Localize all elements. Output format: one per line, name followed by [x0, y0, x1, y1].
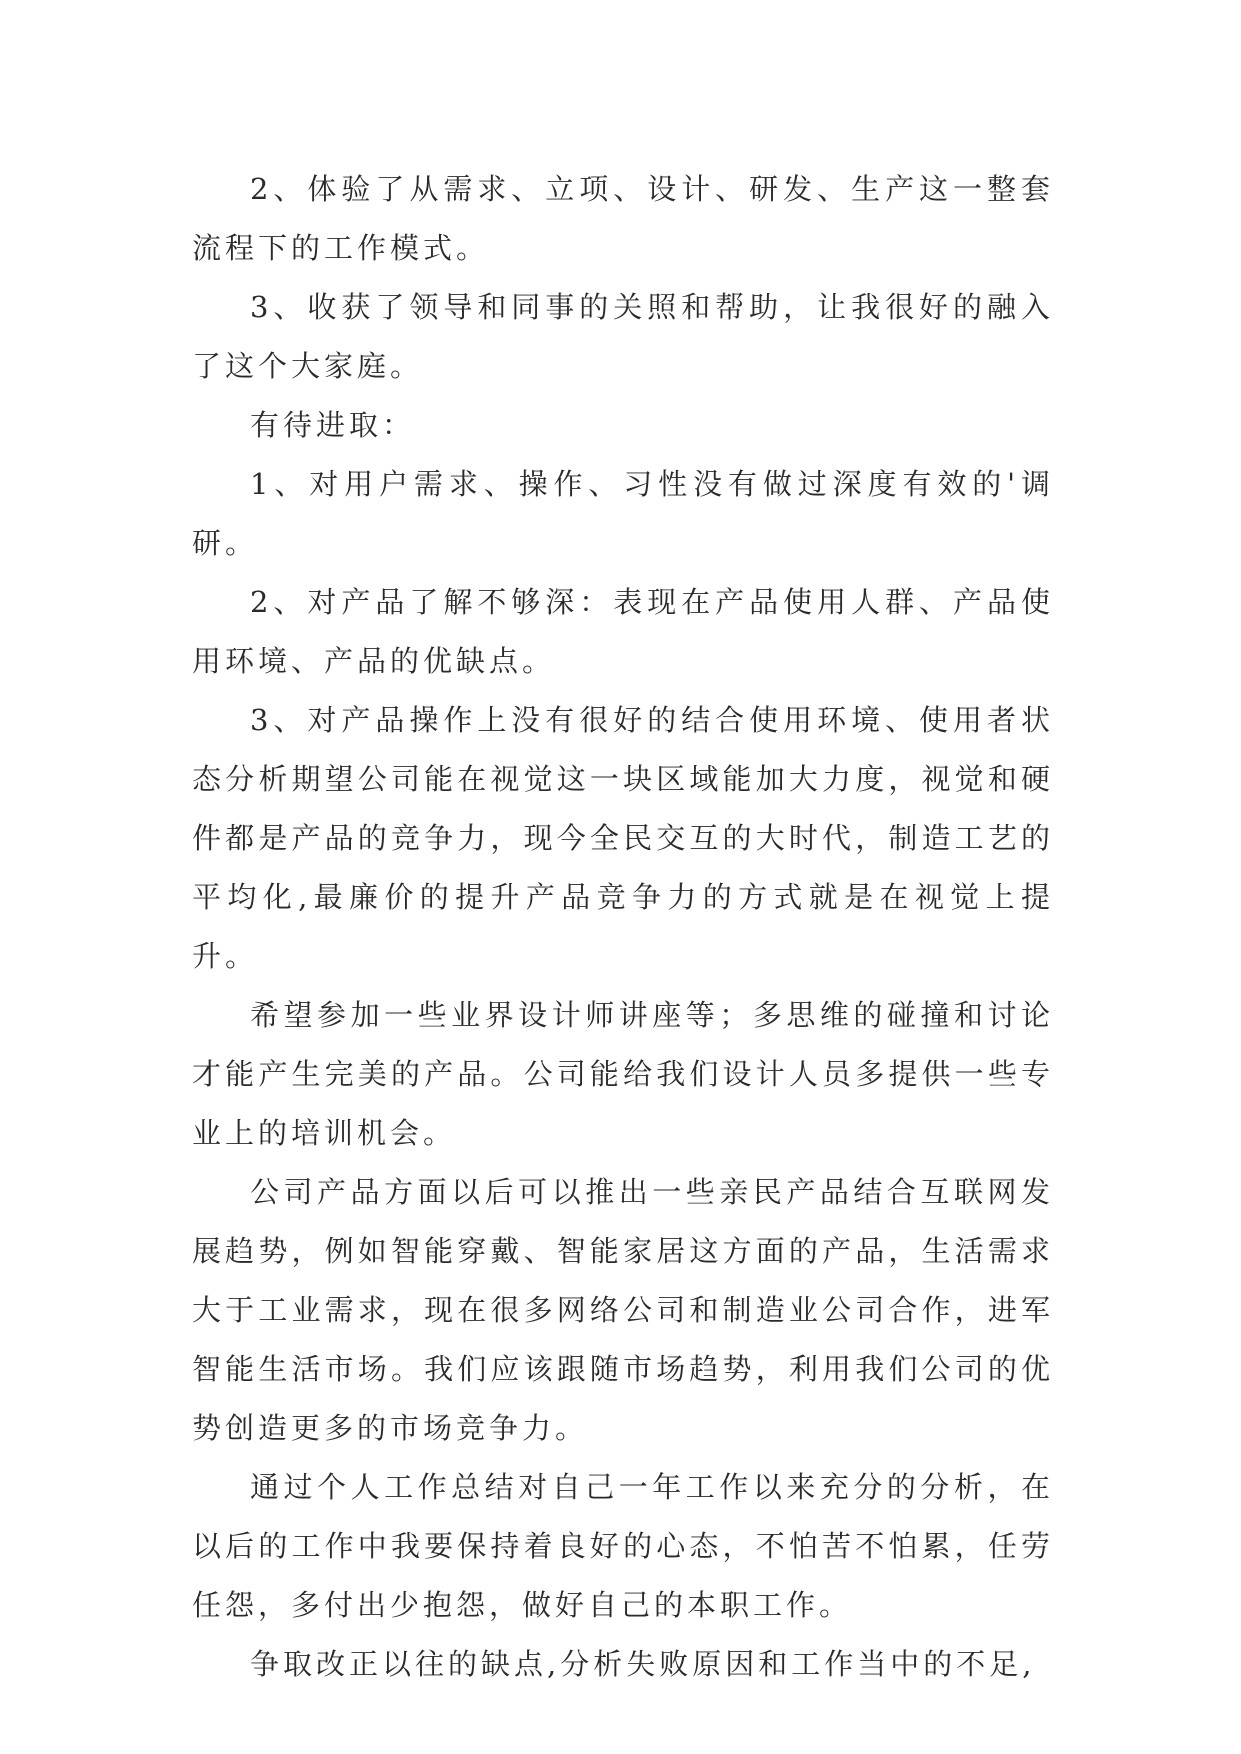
paragraph-user-research: 1、对用户需求、操作、习性没有做过深度有效的'调研。: [192, 467, 1054, 560]
document-body: [192, 160, 1054, 1694]
paragraph-summary-attitude: 通过个人工作总结对自己一年工作以来充分的分析，在以后的工作中我要保持着良好的心态，不怕苦不怕累，任劳任怨，多付出少抱怨，做好自己的本职工作。: [192, 1470, 1054, 1622]
paragraph-product-direction: 公司产品方面以后可以推出一些亲民产品结合互联网发展趋势，例如智能穿戴、智能家居这方面的产品，生活需求大于工业需求，现在很多网络公司和制造业公司合作，进军智能生活市场。我们应该跟随市场趋势，利用我们公司的优势创造更多的市场竞争力。: [192, 1175, 1054, 1445]
paragraph-gained-help: 3、收获了领导和同事的关照和帮助，让我很好的融入了这个大家庭。: [192, 290, 1054, 383]
paragraph-improvement-heading: 有待进取：: [250, 408, 416, 442]
paragraph-experience-workflow: 2、体验了从需求、立项、设计、研发、生产这一整套流程下的工作模式。: [192, 172, 1054, 265]
paragraph-product-operation: 3、对产品操作上没有很好的结合使用环境、使用者状态分析期望公司能在视觉这一块区域能加大力度，视觉和硬件都是产品的竞争力，现今全民交互的大时代，制造工艺的平均化,最廉价的提升产品竞争力的方式就是在视觉上提升。: [192, 703, 1054, 973]
paragraph-product-understanding: 2、对产品了解不够深：表现在产品使用人群、产品使用环境、产品的优缺点。: [192, 585, 1054, 678]
paragraph-training-hope: 希望参加一些业界设计师讲座等；多思维的碰撞和讨论才能产生完美的产品。公司能给我们设计人员多提供一些专业上的培训机会。: [192, 998, 1054, 1150]
paragraph-improve-shortcomings: 争取改正以往的缺点,分析失败原因和工作当中的不足,: [250, 1647, 1036, 1681]
